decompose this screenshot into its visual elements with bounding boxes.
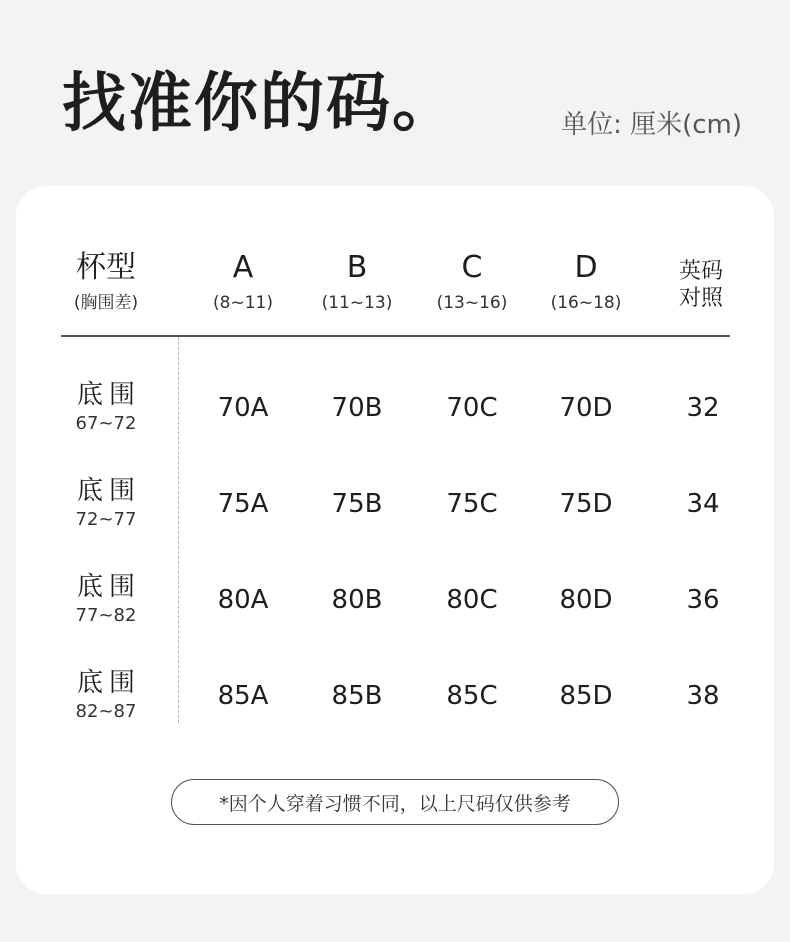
table-row: [0, 666, 790, 762]
row-label-text: 底围: [76, 668, 141, 698]
row-label-text: 底围: [76, 476, 141, 506]
size-cell: 80B: [331, 585, 383, 615]
table-row: [0, 378, 790, 474]
header-eng-line2: 对照: [678, 286, 723, 311]
header-divider: [61, 335, 730, 337]
header-col-b: [297, 248, 417, 316]
header-col-label: A: [232, 250, 254, 285]
size-cell: 85C: [446, 681, 498, 711]
header-col-d: [526, 248, 646, 316]
eng-size-cell: 34: [686, 489, 720, 519]
eng-size-cell: 32: [686, 393, 720, 423]
row-label: [46, 474, 166, 532]
size-cell: 70A: [217, 393, 269, 423]
eng-size-cell: 36: [686, 585, 720, 615]
row-label-text: 底围: [76, 380, 141, 410]
eng-size-cell: 38: [686, 681, 720, 711]
row-range: 82~87: [75, 701, 137, 722]
header-eng-size: [641, 258, 761, 312]
size-cell: 75A: [217, 489, 269, 519]
header-cup-type: [46, 248, 166, 316]
table-row: [0, 474, 790, 570]
size-cell: 75B: [331, 489, 383, 519]
size-cell: 70C: [446, 393, 498, 423]
page-title: 找准你的码。: [62, 67, 458, 141]
header-cup-sub: (胸围差): [73, 293, 139, 313]
header-col-sub: (8~11): [213, 293, 273, 313]
header-col-c: [412, 248, 532, 316]
header-col-label: C: [461, 250, 483, 285]
table-row: [0, 570, 790, 666]
size-cell: 70B: [331, 393, 383, 423]
header-col-label: D: [574, 250, 598, 285]
header-eng-line1: 英码: [678, 259, 723, 284]
header-col-label: B: [346, 250, 368, 285]
header-cup-label: 杯型: [76, 250, 136, 285]
row-label: [46, 666, 166, 724]
row-range: 67~72: [75, 413, 137, 434]
size-cell: 85A: [217, 681, 269, 711]
row-label: [46, 378, 166, 436]
header-col-a: [183, 248, 303, 316]
size-cell: 80A: [217, 585, 269, 615]
size-cell: 80D: [559, 585, 613, 615]
table-header: [0, 248, 790, 328]
row-label-text: 底围: [76, 572, 141, 602]
size-cell: 75D: [559, 489, 613, 519]
size-cell: 85B: [331, 681, 383, 711]
disclaimer-note: *因个人穿着习惯不同，以上尺码仅供参考: [171, 779, 619, 825]
unit-label: 单位: 厘米(cm): [561, 110, 742, 140]
header-col-sub: (16~18): [550, 293, 622, 313]
row-range: 77~82: [75, 605, 137, 626]
size-cell: 75C: [446, 489, 498, 519]
size-cell: 80C: [446, 585, 498, 615]
row-range: 72~77: [75, 509, 137, 530]
size-cell: 70D: [559, 393, 613, 423]
size-cell: 85D: [559, 681, 613, 711]
header-col-sub: (13~16): [436, 293, 508, 313]
row-label: [46, 570, 166, 628]
header-col-sub: (11~13): [321, 293, 393, 313]
